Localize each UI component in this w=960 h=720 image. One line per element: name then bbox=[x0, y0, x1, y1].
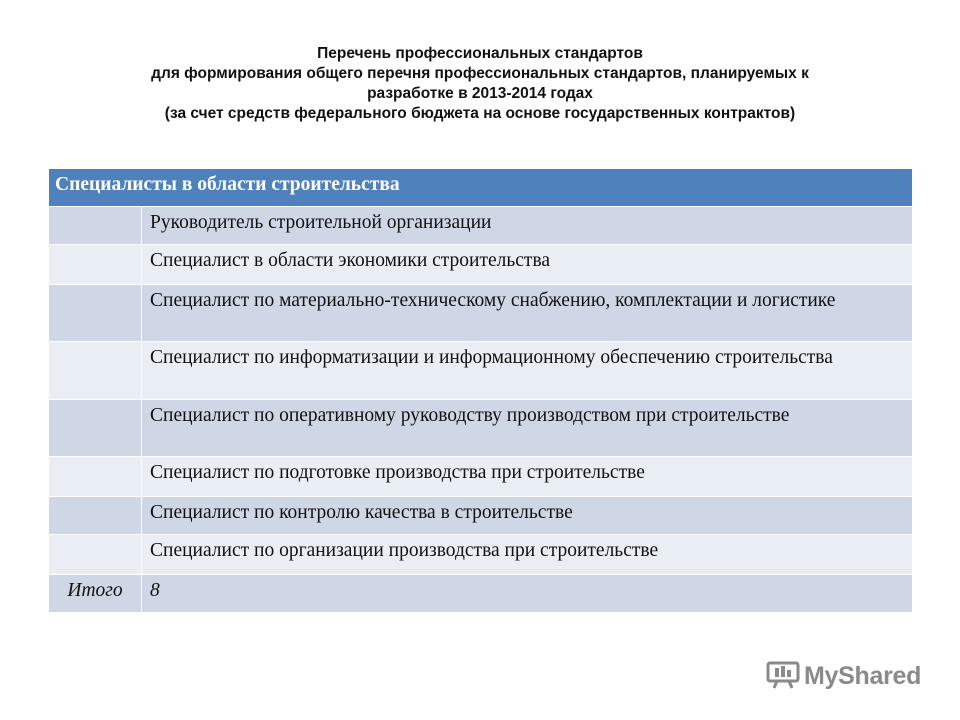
table-row bbox=[49, 245, 913, 285]
row-index-cell bbox=[49, 342, 142, 400]
title-line-1: Перечень профессиональных стандартов bbox=[317, 45, 643, 62]
page-title bbox=[40, 44, 920, 124]
title-line-2: для формирования общего перечня профессиональных стандартов, планируемых к bbox=[151, 65, 809, 82]
row-title-cell: Специалист по материально-техническому снабжению, комплектации и логистике bbox=[142, 285, 913, 342]
table-row bbox=[49, 400, 913, 457]
myshared-logo-icon bbox=[766, 658, 800, 695]
row-index-cell bbox=[49, 207, 142, 245]
row-title-cell: Специалист по организации производства при строительстве bbox=[142, 535, 913, 575]
table-row bbox=[49, 457, 913, 497]
standards-table bbox=[48, 168, 913, 613]
row-title-cell: Специалист в области экономики строительства bbox=[142, 245, 913, 285]
row-title-cell: Специалист по информатизации и информационному обеспечению строительства bbox=[142, 342, 913, 400]
watermark bbox=[766, 656, 926, 696]
row-index-cell bbox=[49, 285, 142, 342]
title-line-4: (за счет средств федерального бюджета на основе государственных контрактов) bbox=[164, 105, 796, 122]
row-index-cell bbox=[49, 400, 142, 457]
table-row bbox=[49, 342, 913, 400]
row-index-cell bbox=[49, 457, 142, 497]
total-label: Итого bbox=[49, 575, 142, 613]
table-row bbox=[49, 285, 913, 342]
table-header-cell: Специалисты в области строительства bbox=[49, 169, 913, 207]
row-title-cell: Специалист по подготовке производства при строительстве bbox=[142, 457, 913, 497]
total-row bbox=[49, 575, 913, 613]
table-row bbox=[49, 497, 913, 535]
row-title-cell: Руководитель строительной организации bbox=[142, 207, 913, 245]
total-value: 8 bbox=[142, 575, 913, 613]
row-index-cell bbox=[49, 497, 142, 535]
row-index-cell bbox=[49, 535, 142, 575]
row-title-cell: Специалист по контролю качества в строительстве bbox=[142, 497, 913, 535]
title-line-3: разработке в 2013-2014 годах bbox=[367, 85, 593, 102]
table-row bbox=[49, 207, 913, 245]
table-row bbox=[49, 535, 913, 575]
table-header-row bbox=[49, 169, 913, 207]
row-title-cell: Специалист по оперативному руководству производством при строительстве bbox=[142, 400, 913, 457]
watermark-text: MyShared bbox=[804, 661, 922, 690]
row-index-cell bbox=[49, 245, 142, 285]
